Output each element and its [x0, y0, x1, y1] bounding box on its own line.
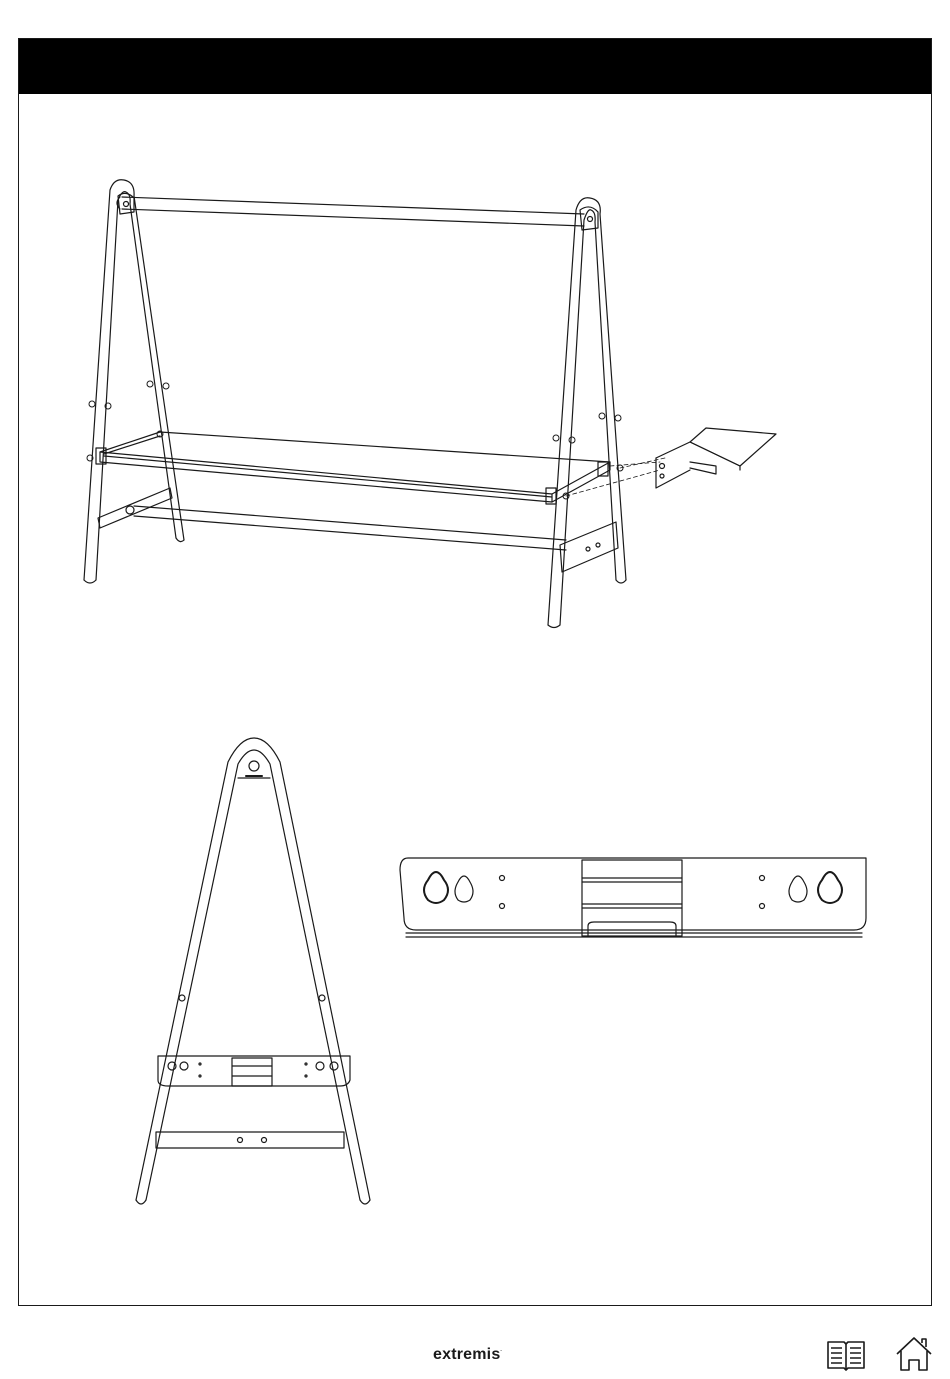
brand-logo [433, 1346, 502, 1364]
brand-mark: · [500, 1348, 503, 1355]
frame-front-view [136, 738, 370, 1204]
screw-set [87, 381, 623, 499]
footer [0, 1306, 950, 1374]
bracket-detail-view [400, 858, 866, 937]
frame-perspective-illustration [84, 180, 776, 628]
brand-name: extremis [433, 1346, 501, 1363]
side-shelf-accessory [656, 428, 776, 488]
manual-icon[interactable] [826, 1334, 866, 1374]
home-icon[interactable] [894, 1334, 934, 1374]
